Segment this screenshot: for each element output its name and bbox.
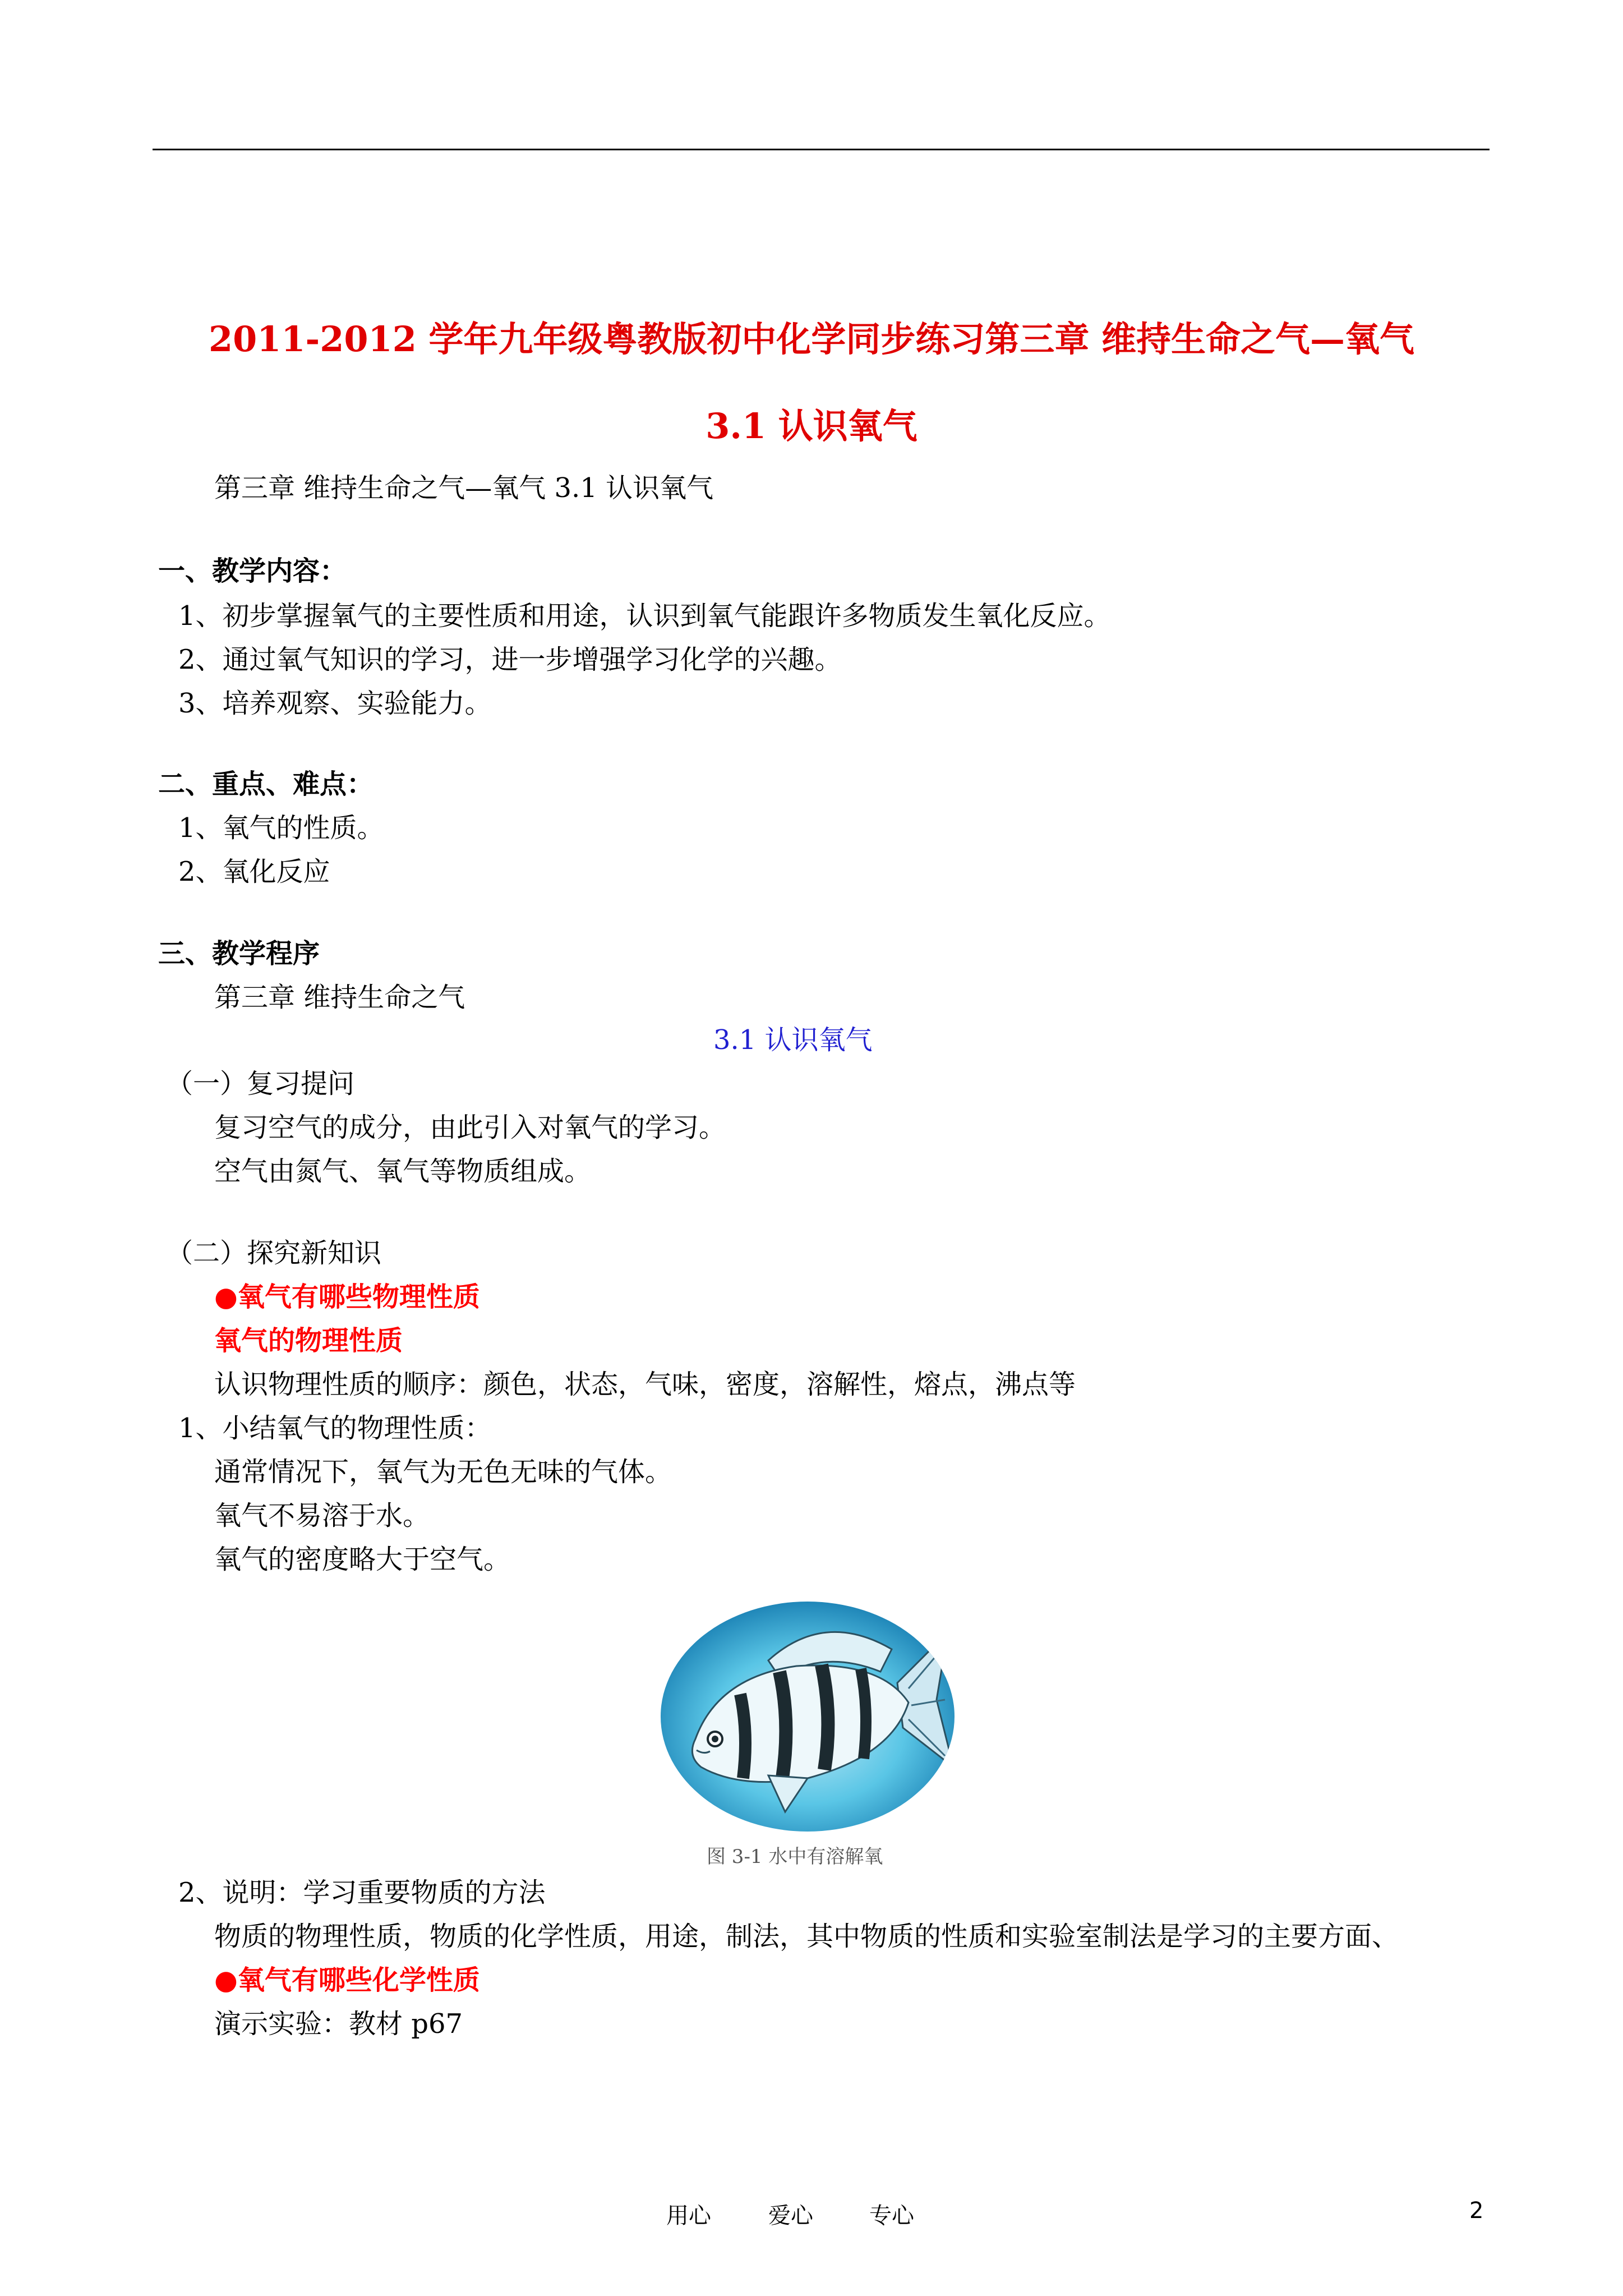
review-line: 空气由氮气、氧气等物质组成。 (214, 1156, 592, 1187)
physical-properties-heading: 氧气的物理性质 (214, 1325, 403, 1356)
fish-in-water-figure (656, 1599, 959, 1834)
document-title: 2011-2012 学年九年级粤教版初中化学同步练习第三章 维持生命之气—氧气 (208, 319, 1415, 360)
content-item: 2、通过氧气知识的学习，进一步增强学习化学的兴趣。 (178, 644, 842, 675)
note-heading: 2、说明：学习重要物质的方法 (178, 1877, 546, 1908)
key-point-item: 1、氧气的性质。 (178, 812, 384, 844)
summary-line: 氧气的密度略大于空气。 (214, 1544, 511, 1575)
footer-motto-right: 专心 (869, 2203, 914, 2229)
content-item: 3、培养观察、实验能力。 (178, 688, 492, 719)
document-subtitle-title: 3.1 认识氧气 (706, 406, 917, 447)
chemical-properties-question: ●氧气有哪些化学性质 (214, 1964, 480, 1996)
note-line: 物质的物理性质，物质的化学性质，用途，制法，其中物质的性质和实验室制法是学习的主要方面、 (214, 1921, 1399, 1952)
key-point-item: 2、氧化反应 (178, 856, 330, 887)
section-heading-content: 一、教学内容： (158, 555, 347, 587)
explore-heading: （二）探究新知识 (166, 1237, 382, 1269)
physical-properties-order: 认识物理性质的顺序：颜色，状态，气味，密度，溶解性，熔点，沸点等 (214, 1369, 1076, 1400)
summary-heading: 1、小结氧气的物理性质： (178, 1412, 492, 1444)
figure-caption: 图 3-1 水中有溶解氧 (707, 1846, 883, 1868)
procedure-chapter: 第三章 维持生命之气 (214, 982, 465, 1013)
section-heading-procedure: 三、教学程序 (158, 938, 320, 969)
footer-motto-middle: 爱心 (768, 2203, 813, 2229)
chapter-subtitle: 第三章 维持生命之气—氧气 3.1 认识氧气 (214, 472, 714, 504)
review-heading: （一）复习提问 (166, 1068, 355, 1099)
procedure-section-title: 3.1 认识氧气 (713, 1024, 873, 1056)
page-number: 2 (1469, 2198, 1484, 2224)
review-line: 复习空气的成分，由此引入对氧气的学习。 (214, 1112, 726, 1143)
footer-motto-left: 用心 (666, 2203, 711, 2229)
content-item: 1、初步掌握氧气的主要性质和用途，认识到氧气能跟许多物质发生氧化反应。 (178, 600, 1111, 632)
summary-line: 氧气不易溶于水。 (214, 1500, 430, 1531)
section-heading-key-points: 二、重点、难点： (158, 769, 374, 800)
physical-properties-question: ●氧气有哪些物理性质 (214, 1281, 480, 1313)
header-rule (153, 149, 1490, 150)
summary-line: 通常情况下，氧气为无色无味的气体。 (214, 1456, 672, 1488)
demo-experiment-line: 演示实验：教材 p67 (214, 2008, 463, 2040)
